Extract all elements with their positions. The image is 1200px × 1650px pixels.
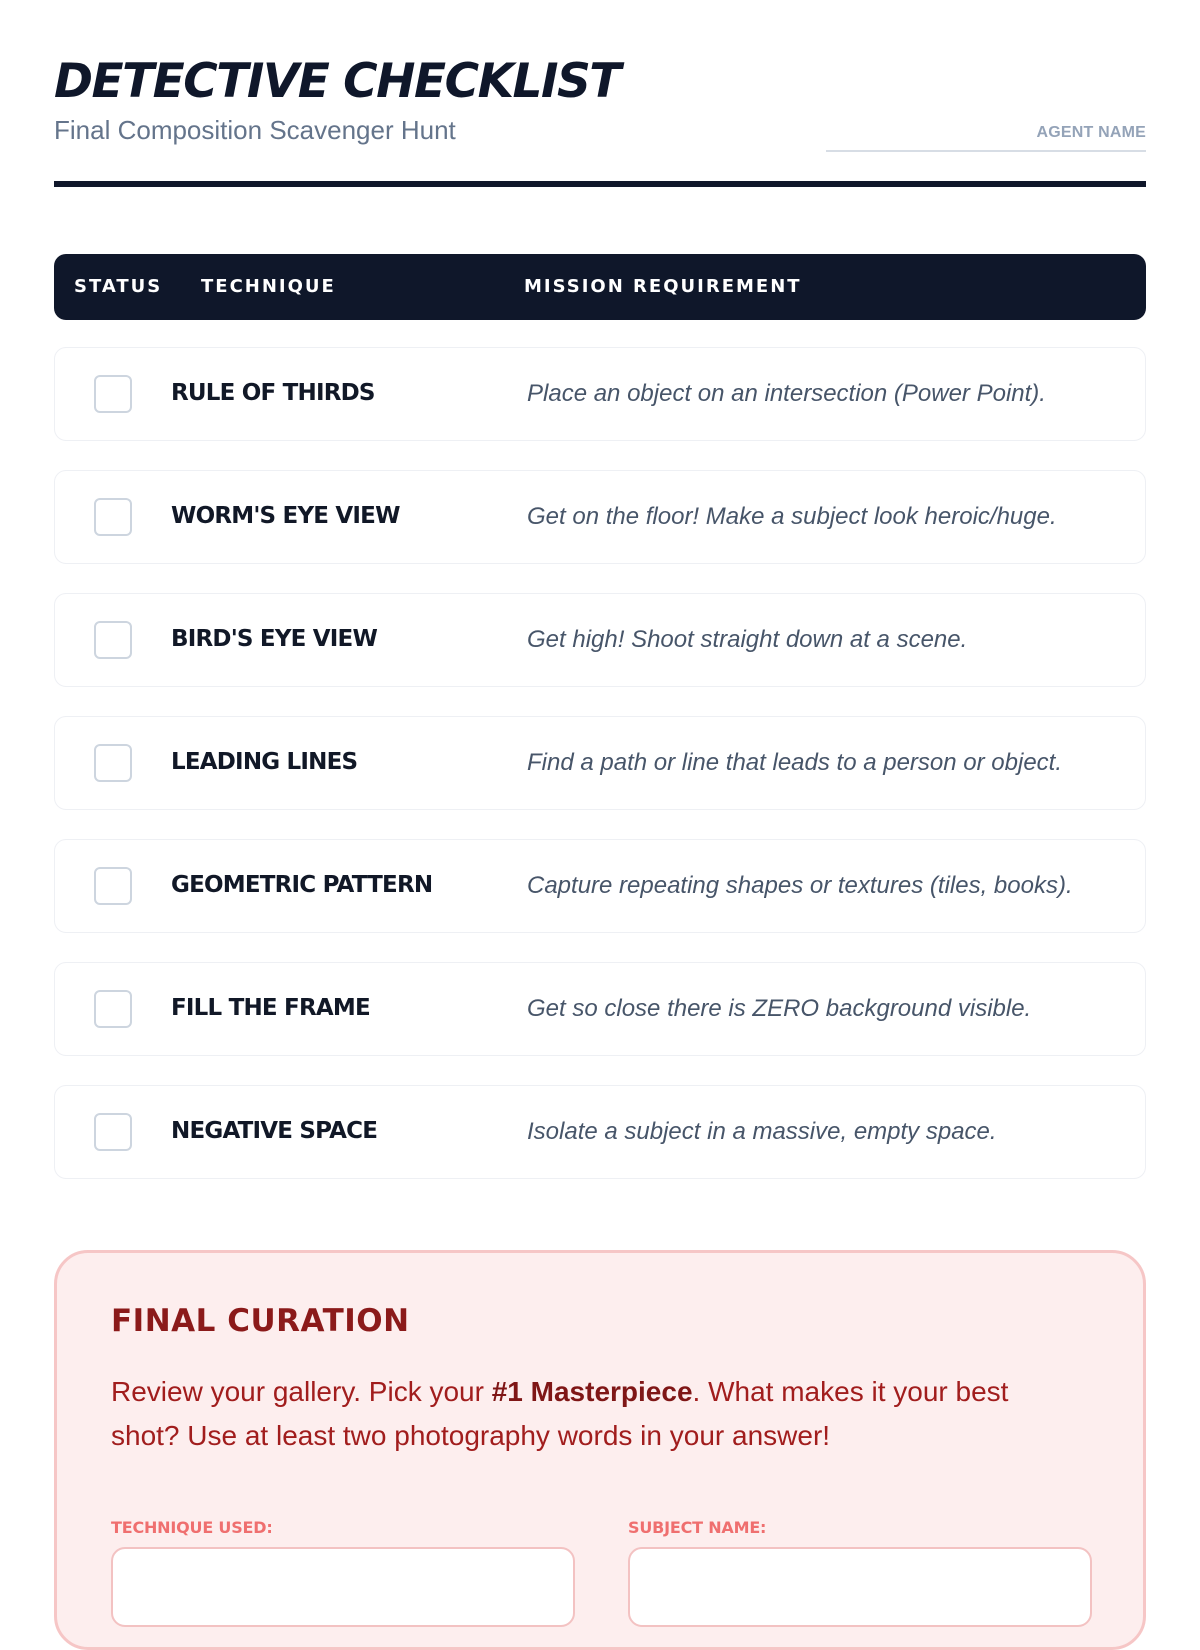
mission-requirement: Get high! Shoot straight down at a scene. [527, 626, 968, 653]
final-curation-panel [54, 1250, 1146, 1650]
technique-name: NEGATIVE SPACE [171, 1118, 378, 1144]
subject-name-label: SUBJECT NAME: [628, 1518, 767, 1537]
agent-name-field[interactable] [826, 124, 1146, 152]
mission-requirement: Isolate a subject in a massive, empty space. [527, 1118, 997, 1145]
curation-heading: FINAL CURATION [111, 1303, 410, 1339]
column-header-technique: TECHNIQUE [201, 276, 336, 297]
curation-instructions [111, 1370, 1071, 1458]
column-header-requirement: MISSION REQUIREMENT [524, 276, 802, 297]
status-checkbox[interactable] [94, 621, 132, 659]
technique-name: WORM'S EYE VIEW [171, 503, 400, 529]
page-title: DETECTIVE CHECKLIST [54, 54, 620, 109]
header [54, 52, 1146, 148]
status-checkbox[interactable] [94, 867, 132, 905]
technique-used-label: TECHNIQUE USED: [111, 1518, 273, 1537]
column-header-status: STATUS [74, 276, 163, 297]
status-checkbox[interactable] [94, 1113, 132, 1151]
technique-name: LEADING LINES [171, 749, 358, 775]
technique-used-input[interactable] [111, 1547, 575, 1627]
checklist-row [54, 839, 1146, 933]
status-checkbox[interactable] [94, 744, 132, 782]
checklist-rows [54, 347, 1146, 1208]
mission-requirement: Find a path or line that leads to a person or object. [527, 749, 1062, 776]
checklist-row [54, 716, 1146, 810]
header-divider [54, 181, 1146, 187]
instructions-emphasis: #1 Masterpiece [491, 1376, 693, 1407]
page-subtitle: Final Composition Scavenger Hunt [54, 115, 456, 145]
instructions-text-end: . What makes it your best shot? Use at least two photography words in your answer! [111, 1376, 1009, 1451]
technique-name: GEOMETRIC PATTERN [171, 872, 433, 898]
mission-requirement: Place an object on an intersection (Power Point). [527, 380, 1046, 407]
checklist-row [54, 347, 1146, 441]
subject-name-input[interactable] [628, 1547, 1092, 1627]
checklist-row [54, 962, 1146, 1056]
technique-name: FILL THE FRAME [171, 995, 370, 1021]
checklist-row [54, 1085, 1146, 1179]
technique-name: RULE OF THIRDS [171, 380, 375, 406]
mission-requirement: Get so close there is ZERO background visible. [527, 995, 1032, 1022]
status-checkbox[interactable] [94, 375, 132, 413]
status-checkbox[interactable] [94, 990, 132, 1028]
checklist-row [54, 593, 1146, 687]
checklist-row [54, 470, 1146, 564]
technique-name: BIRD'S EYE VIEW [171, 626, 378, 652]
instructions-text-start: Review your gallery. Pick your [111, 1376, 492, 1407]
agent-name-label: AGENT NAME [1036, 124, 1146, 141]
table-header [54, 254, 1146, 320]
mission-requirement: Capture repeating shapes or textures (tiles, books). [527, 872, 1073, 899]
status-checkbox[interactable] [94, 498, 132, 536]
mission-requirement: Get on the floor! Make a subject look heroic/huge. [527, 503, 1057, 530]
